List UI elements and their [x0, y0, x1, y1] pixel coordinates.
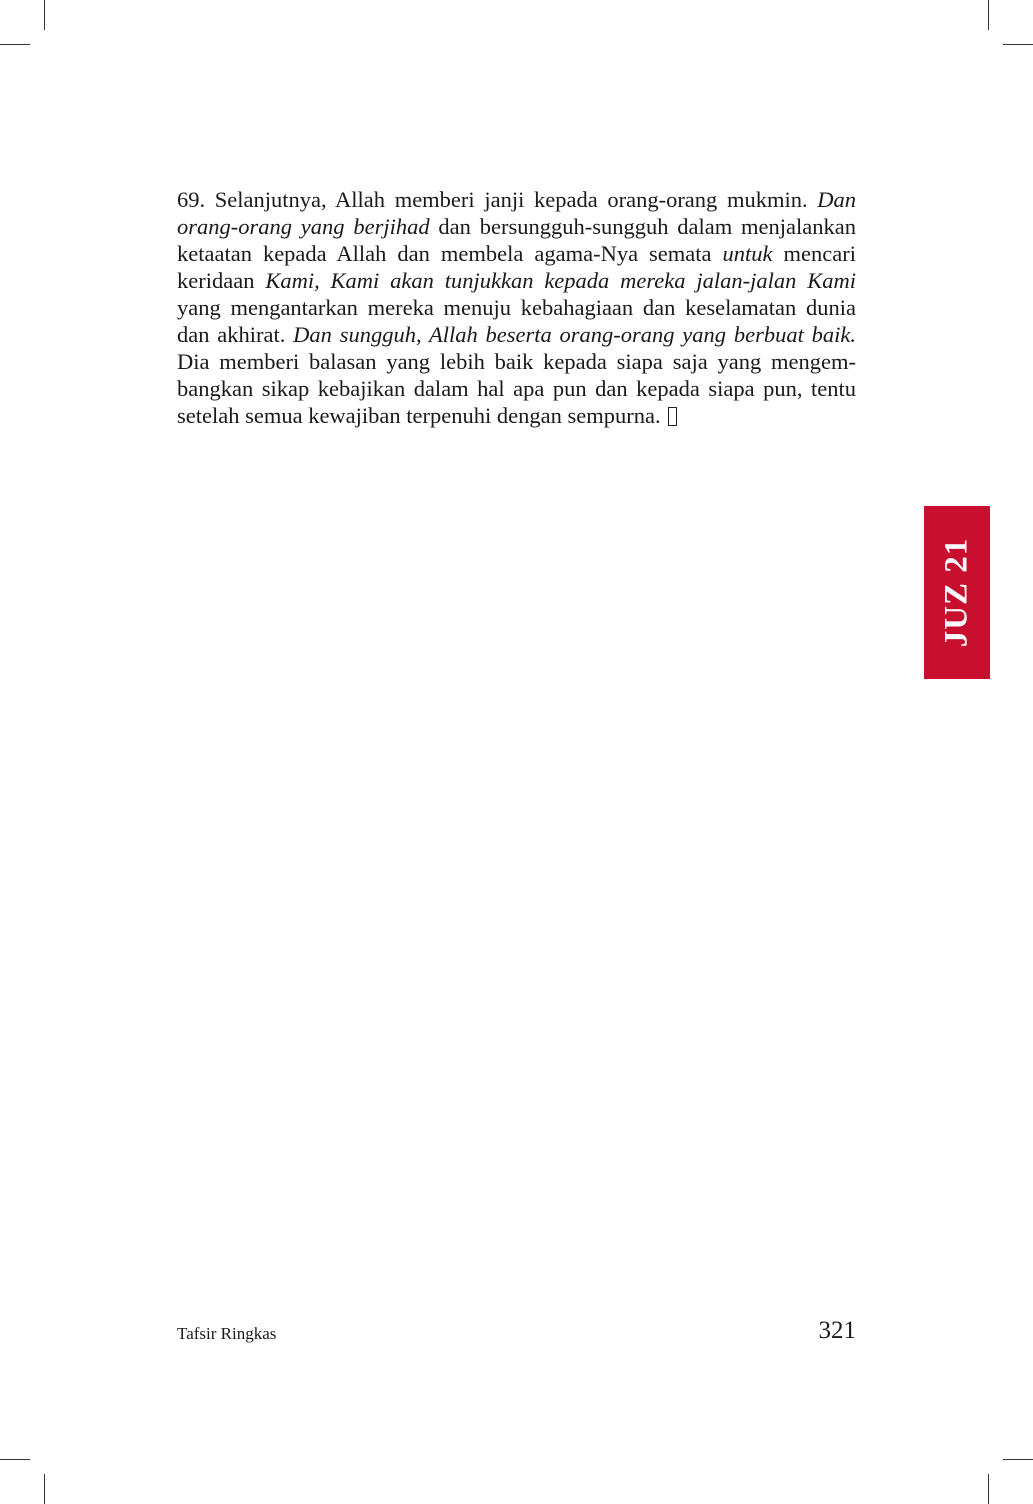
text-segment: mencari keridaan: [177, 241, 856, 293]
commentary-paragraph: [177, 186, 856, 429]
crop-mark: [0, 44, 30, 45]
quran-translation-italic: Kami, Kami akan tunjukkan kepada mereka jalan-jalan Kami: [265, 268, 856, 293]
quran-translation-italic: untuk: [722, 241, 773, 266]
crop-mark: [988, 0, 989, 30]
text-segment: dan bersungguh-sungguh dalam menjalankan ketaatan kepada Allah dan membela agama-Nya semata: [177, 214, 856, 266]
juz-label: JUZ 21: [938, 537, 975, 648]
quran-translation-italic: Dan sungguh, Allah beserta orang-orang yang berbuat baik.: [293, 322, 856, 347]
running-footer-title: Tafsir Ringkas: [177, 1324, 277, 1343]
page-number: 321: [818, 1317, 856, 1344]
text-segment: Dia memberi balasan yang lebih baik kepada siapa saja yang mengembangkan sikap kebajikan dalam hal apa pun dan kepada siapa pun, tentu setelah semua kewajiban terpenuhi dengan sempurna.: [177, 349, 856, 428]
crop-mark: [1003, 1459, 1033, 1460]
crop-mark: [0, 1459, 30, 1460]
crop-mark: [988, 1474, 989, 1504]
end-of-section-box-icon: [668, 407, 677, 426]
text-segment: yang mengantarkan mereka menuju kebahagiaan dan keselamatan dunia dan akhirat.: [177, 295, 856, 347]
text-segment: 69. Selanjutnya, Allah memberi janji kepada orang-orang mukmin.: [177, 187, 818, 212]
quran-translation-italic: Dan orang-orang yang berjihad: [177, 187, 856, 239]
crop-mark: [44, 0, 45, 30]
crop-mark: [1003, 44, 1033, 45]
crop-mark: [44, 1474, 45, 1504]
juz-side-tab: [924, 506, 990, 679]
